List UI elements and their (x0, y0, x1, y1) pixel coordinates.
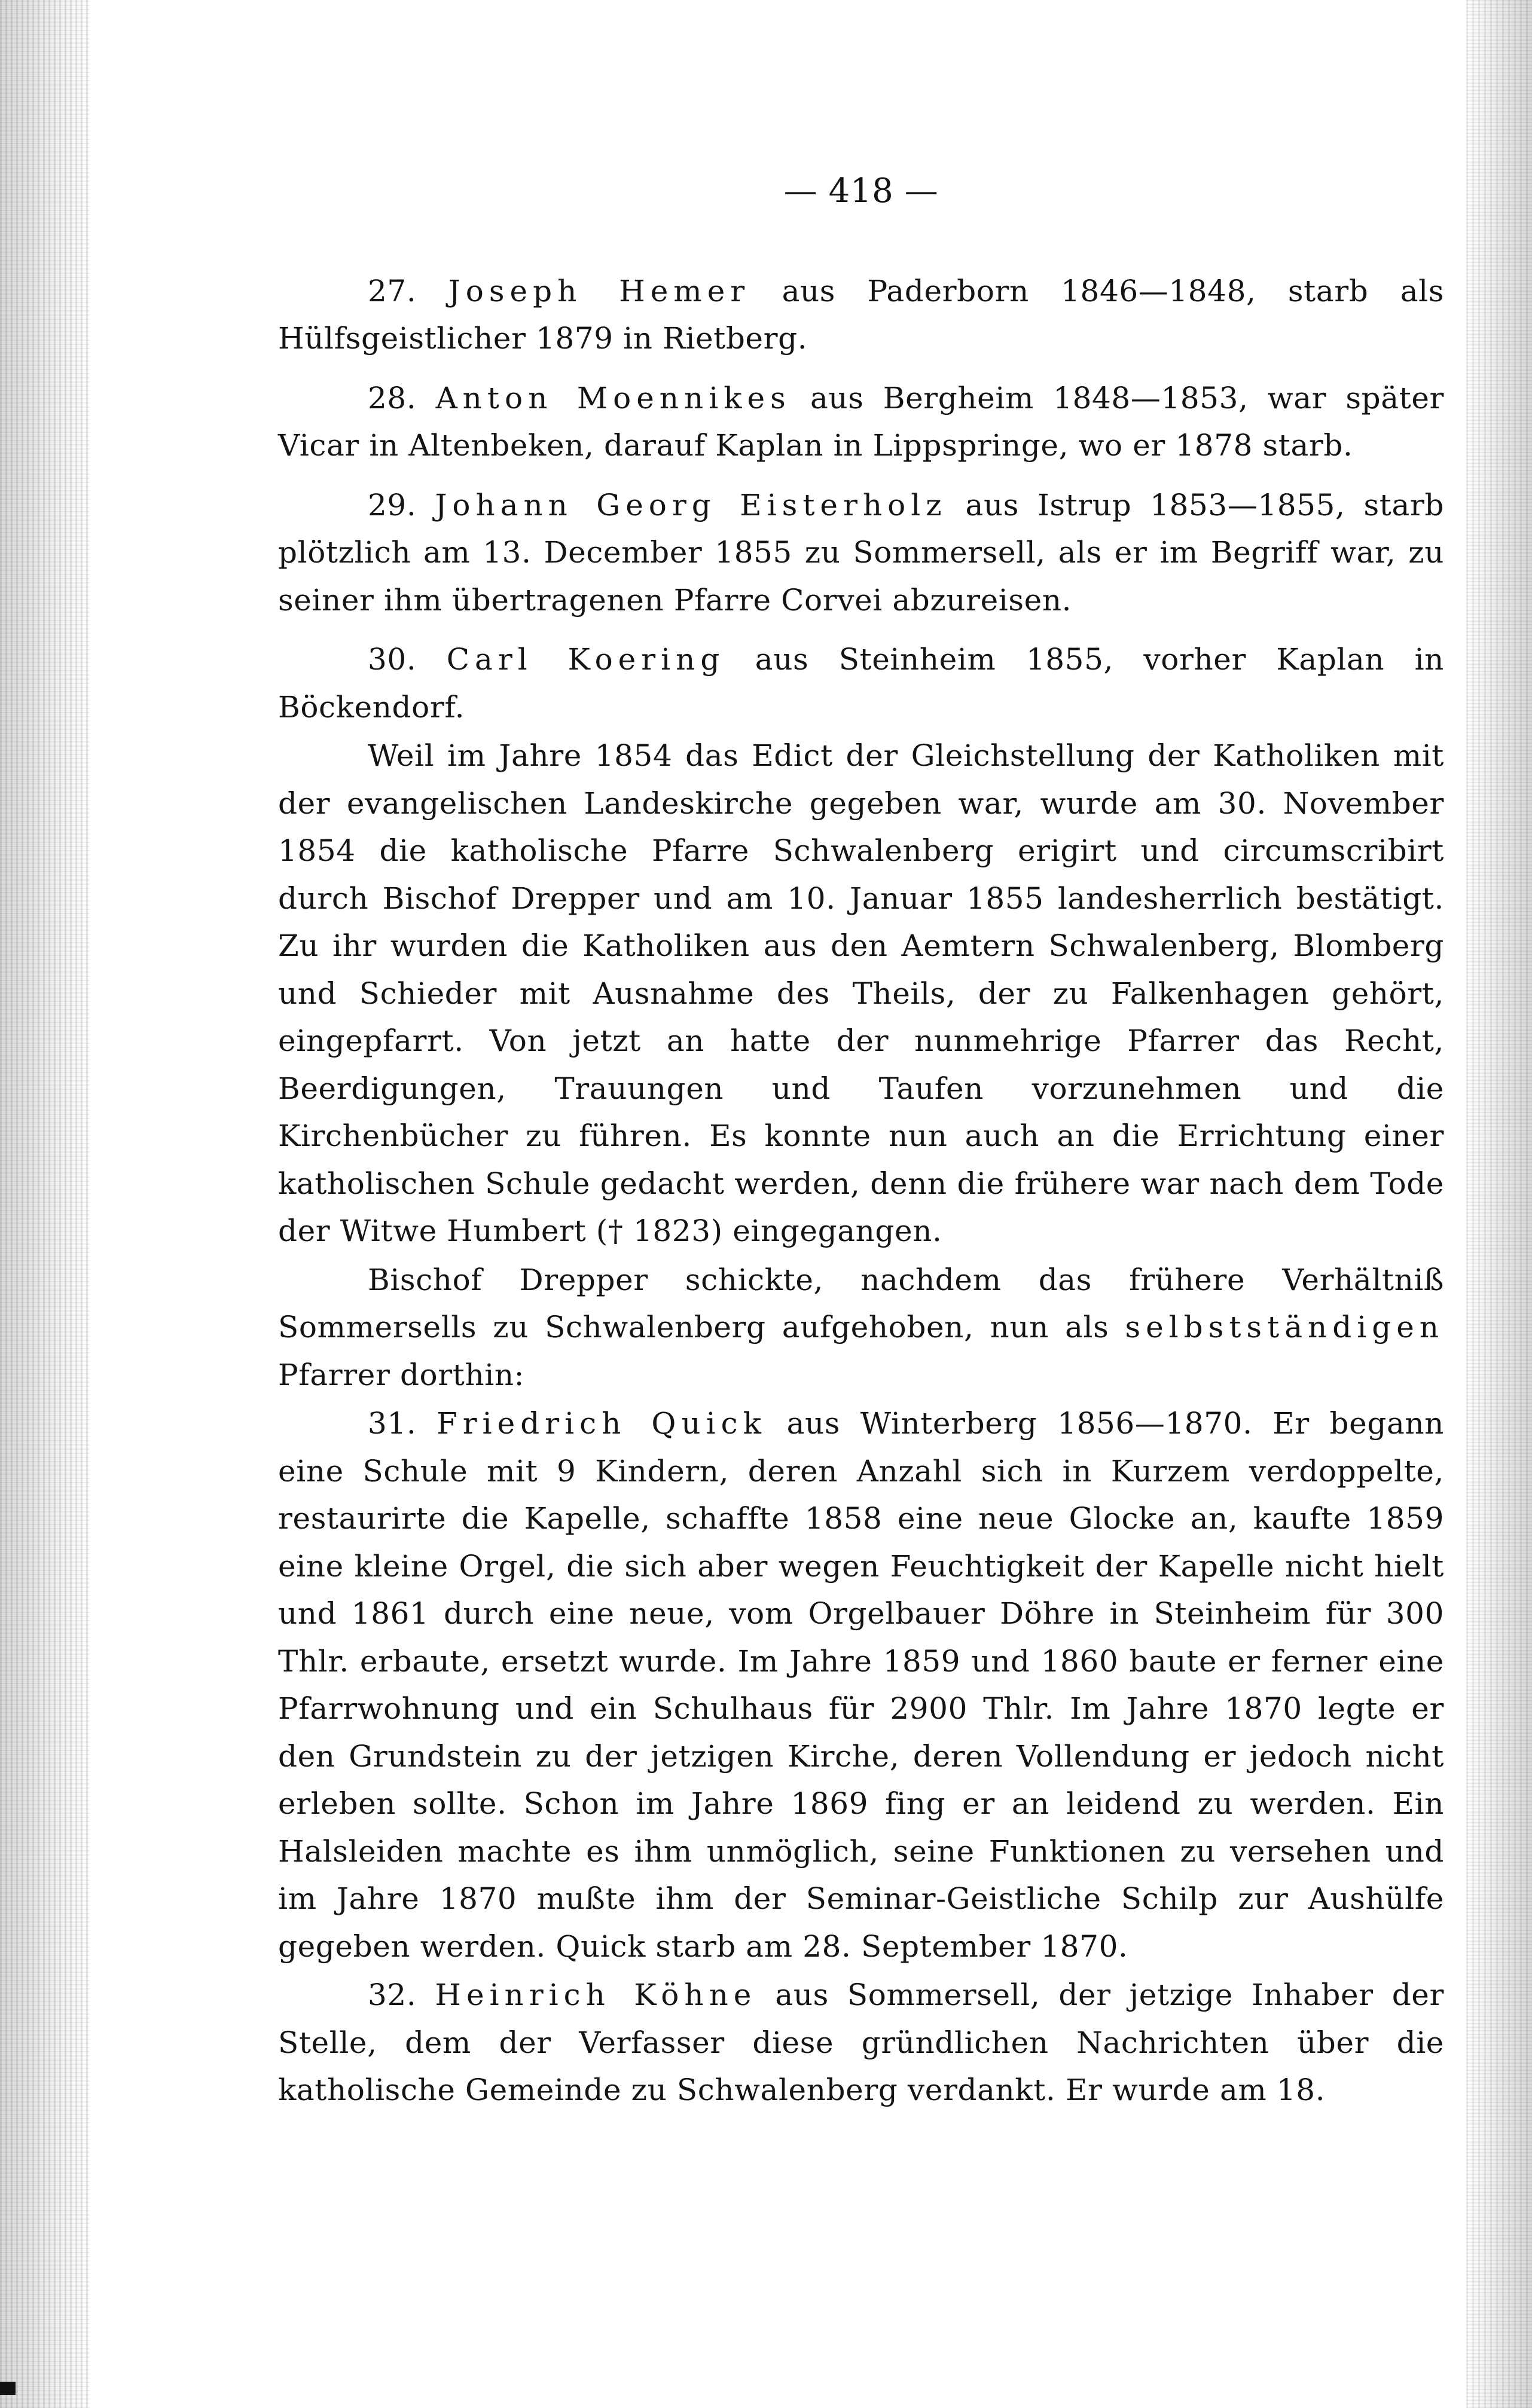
paragraph-weil: Weil im Jahre 1854 das Edict der Gleichstellung der Katholiken mit der evangelischen Landeskirche gegeben war, wurde am 30. November 1854 die katholische Pfarre Schwalenberg erigirt und circumscribirt durch Bischof Drepper und am 10. Januar 1855 landesherrlich bestätigt. Zu ihr wurden die Katholiken aus den Aemtern Schwalenberg, Blomberg und Schieder mit Ausnahme des Theils, der zu Falkenhagen gehört, eingepfarrt. Von jetzt an hatte der nunmehrige Pfarrer das Recht, Beerdigungen, Trauungen und Taufen vorzunehmen und die Kirchenbücher zu führen. Es konnte nun auch an die Errichtung einer katholischen Schule gedacht werden, denn die frühere war nach dem Tode der Witwe Humbert († 1823) eingegangen. (278, 738, 1444, 1248)
scan-corner-mark (0, 2382, 16, 2395)
entry-29 (278, 482, 1444, 625)
entry-number: 29. (368, 487, 417, 522)
entry-text: aus Istrup 1853—1855, starb plötzlich am 13. December 1855 zu Sommersell, als er im Begriff war, zu seiner ihm übertragenen Pfarre Corvei abzureisen. (278, 487, 1444, 618)
entry-number: 32. (368, 1978, 417, 2012)
person-name: Heinrich Köhne (435, 1978, 757, 2012)
entry-number: 27. (368, 273, 417, 308)
person-name: Anton Moennikes (435, 380, 791, 415)
book-page (278, 167, 1444, 2116)
person-name: Joseph Hemer (448, 273, 750, 308)
entry-text: aus Bergheim 1848—1853, war später Vicar in Altenbeken, darauf Kaplan in Lippspringe, wo er 1878 starb. (278, 380, 1445, 463)
entry-number: 28. (368, 380, 417, 415)
entry-30 (278, 636, 1444, 731)
entry-27 (278, 268, 1444, 363)
entry-text: aus Steinheim 1855, vorher Kaplan in Böckendorf. (278, 642, 1444, 725)
entry-28 (278, 375, 1444, 470)
entry-text: aus Paderborn 1846—1848, starb als Hülfsgeistlicher 1879 in Rietberg. (278, 273, 1444, 356)
paragraph-bischof (278, 1257, 1444, 1399)
emphasized-text: selbstständigen (1125, 1310, 1444, 1344)
paragraph-text: Bischof Drepper schickte, nachdem das frühere Verhältniß Sommersells zu Schwalenberg aufgehoben, nun als (278, 1262, 1444, 1344)
person-name: Carl Koering (446, 642, 725, 677)
entry-31 (278, 1400, 1444, 1970)
entry-text: aus Sommersell, der jetzige Inhaber der Stelle, dem der Verfasser diese gründlichen Nachrichten über die katholische Gemeinde zu Schwalenberg verdankt. Er wurde am 18. (278, 1978, 1444, 2107)
person-name: Johann Georg Eisterholz (435, 487, 947, 522)
entry-text: aus Winterberg 1856—1870. Er begann eine Schule mit 9 Kindern, deren Anzahl sich in Kurzem verdoppelte, restaurirte die Kapelle, schaffte 1858 eine neue Glocke an, kaufte 1859 eine kleine Orgel, die sich aber wegen Feuchtigkeit der Kapelle nicht hielt und 1861 durch eine neue, vom Orgelbauer Döhre in Steinheim für 300 Thlr. erbaute, ersetzt wurde. Im Jahre 1859 und 1860 baute er ferner eine Pfarrwohnung und ein Schulhaus für 2900 Thlr. Im Jahre 1870 legte er den Grundstein zu der jetzigen Kirche, deren Vollendung er jedoch nicht erleben sollte. Schon im Jahre 1869 fing er an leidend zu werden. Ein Halsleiden machte es ihm unmöglich, seine Funktionen zu versehen und im Jahre 1870 mußte ihm der Seminar-Geistliche Schilp zur Aushülfe gegeben werden. Quick starb am 28. September 1870. (278, 1406, 1444, 1964)
person-name: Friedrich Quick (437, 1406, 767, 1441)
scan-edge-right (1466, 0, 1532, 2408)
entry-number: 31. (368, 1406, 417, 1441)
entry-32 (278, 1972, 1444, 2114)
page-number: — 418 — (783, 172, 939, 210)
entry-number: 30. (368, 642, 417, 677)
paragraph-text: Pfarrer dorthin: (278, 1357, 525, 1392)
scan-edge-left (0, 0, 90, 2408)
